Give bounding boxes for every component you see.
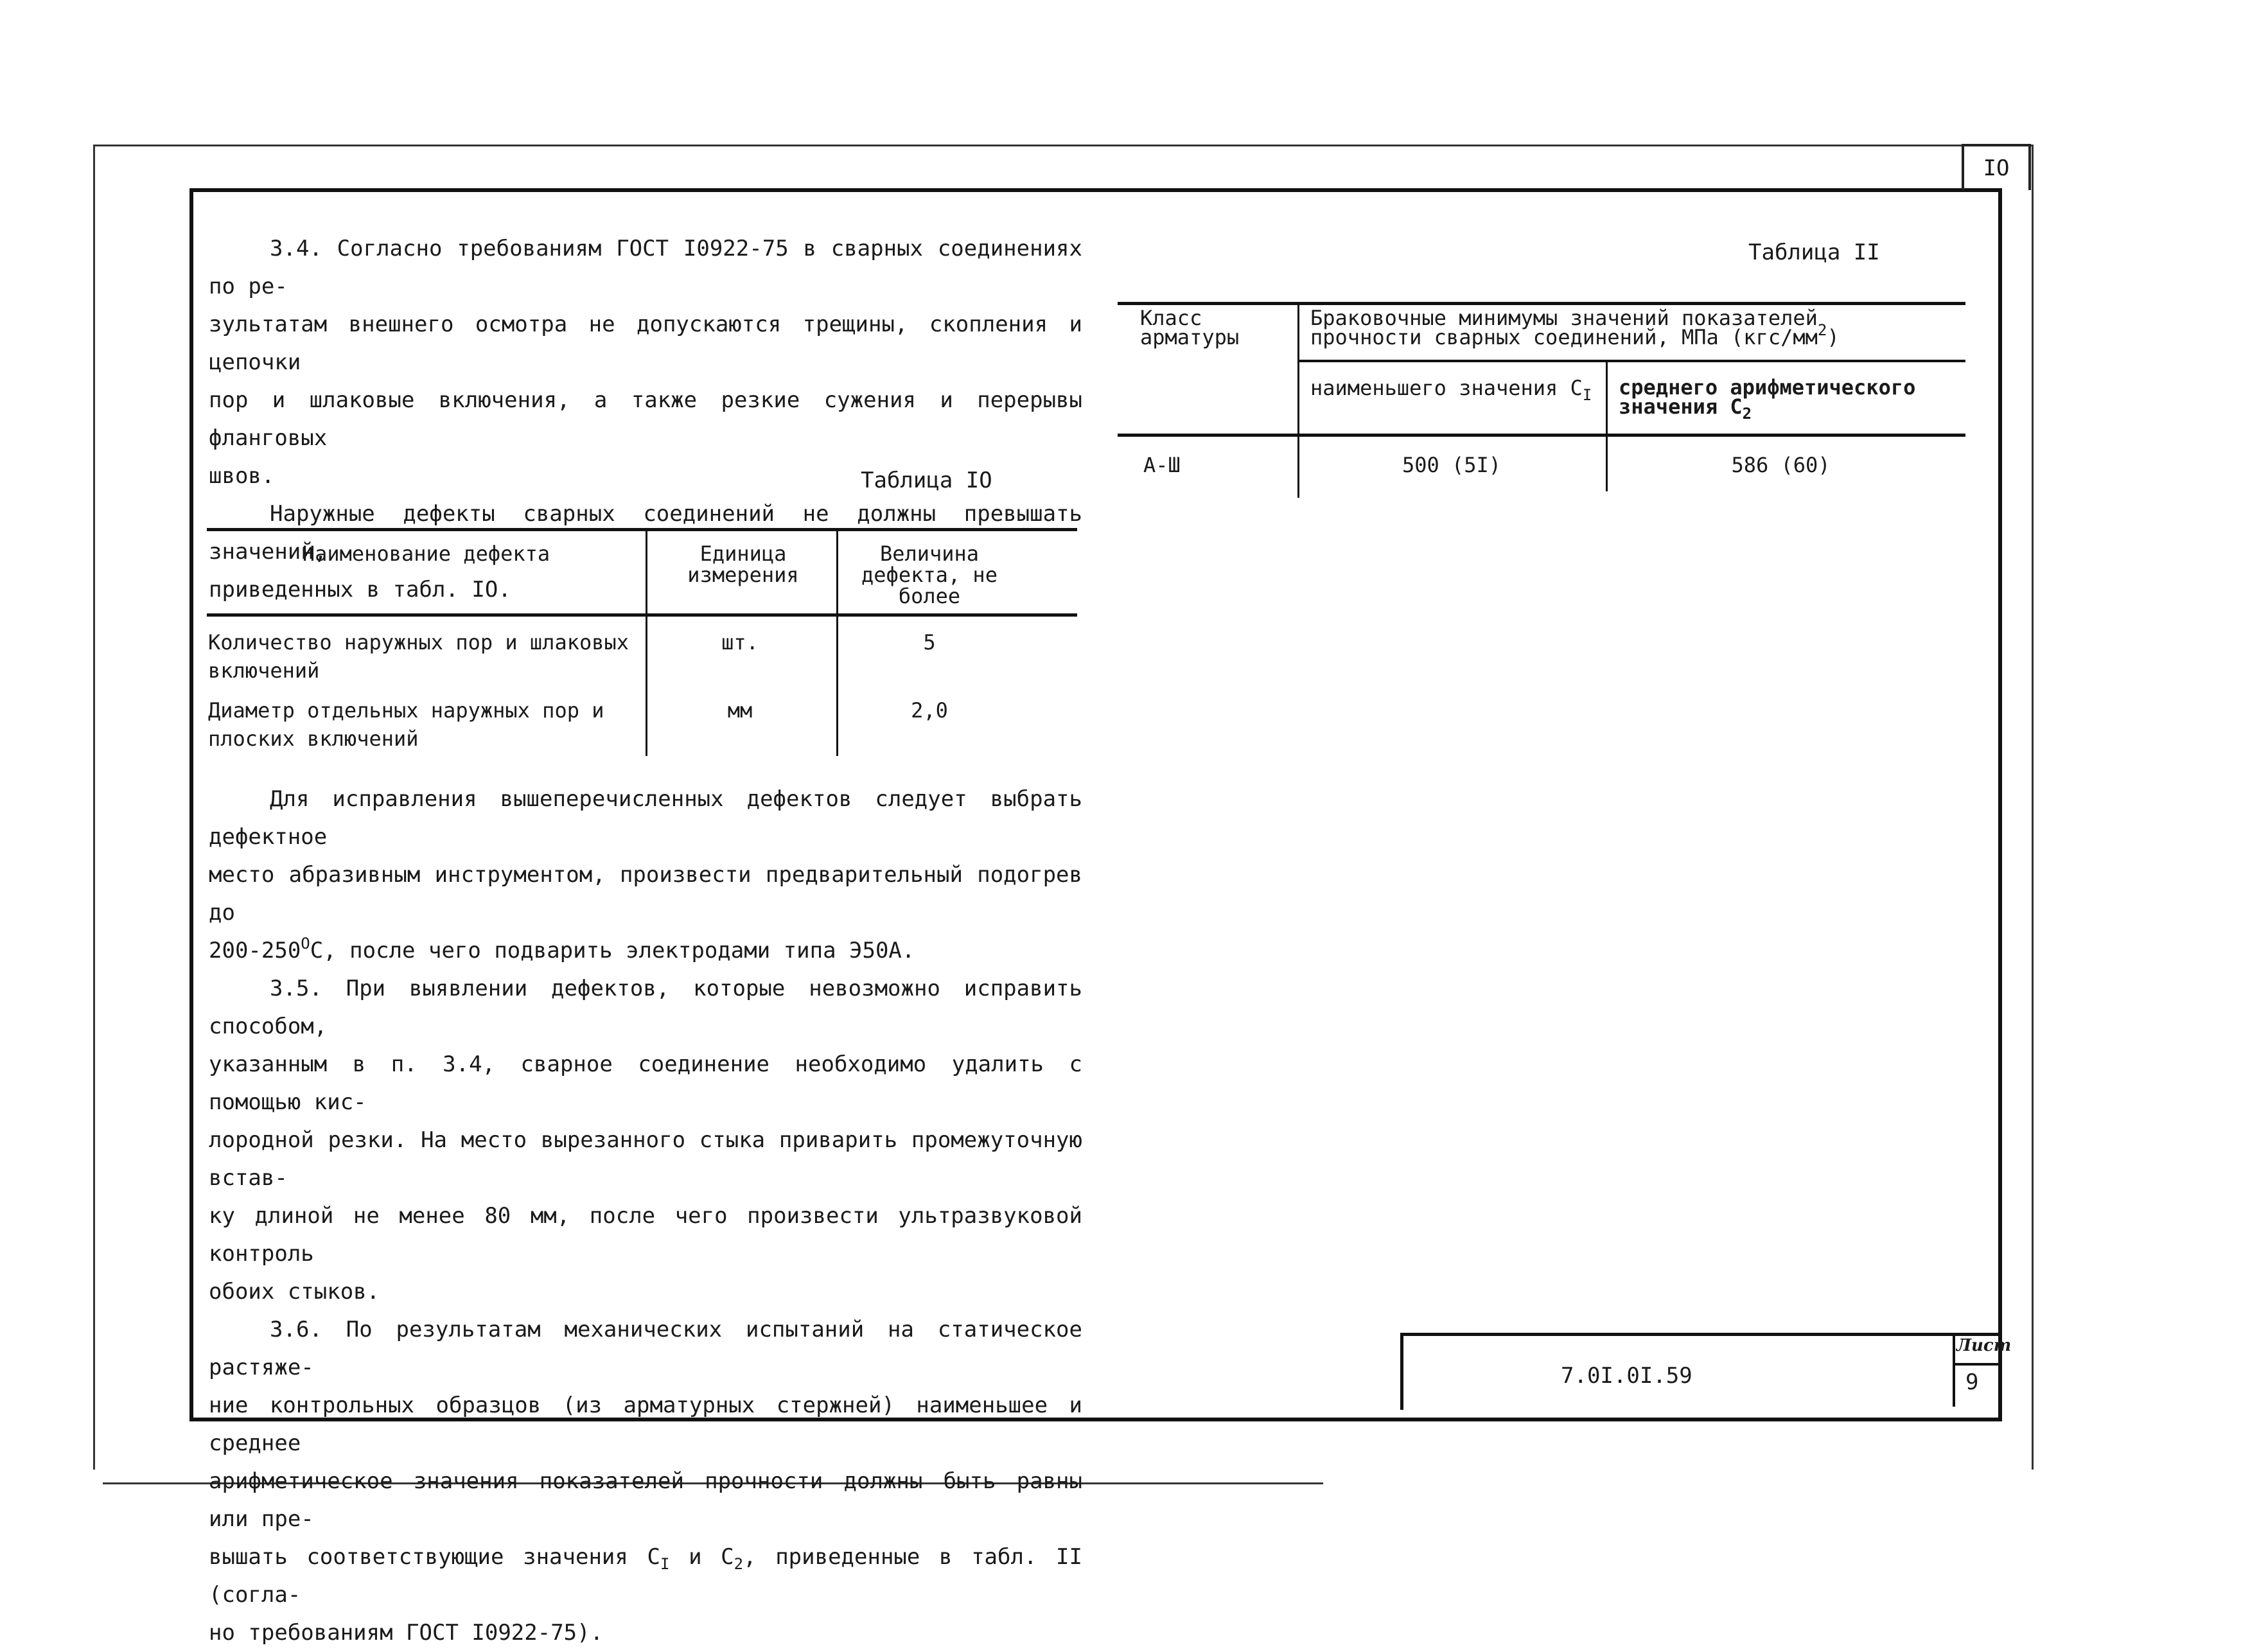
para-line: 3.5. При выявлении дефектов, которые невозможно исправить способом, xyxy=(209,976,1082,1039)
table-divider xyxy=(836,528,838,756)
para-line: ние контрольных образцов (из арматурных стержней) наименьшее и среднее xyxy=(209,1393,1082,1456)
table-row xyxy=(208,632,638,681)
para-line: место абразивным инструментом, произвести предварительный подогрев до xyxy=(209,862,1082,926)
cell-unit: шт. xyxy=(721,630,759,655)
cell-value: 5 xyxy=(923,630,936,655)
subscript: 2 xyxy=(734,1555,744,1573)
para-line: но требованиям ГОСТ I0922-75). xyxy=(209,1620,604,1646)
header-text: Браковочные минимумы значений показателей xyxy=(1310,306,1818,330)
table11-header-class xyxy=(1140,308,1288,347)
sheet-number: 9 xyxy=(1965,1369,1979,1395)
header-text: арматуры xyxy=(1140,325,1240,349)
para-line: зультатам внешнего осмотра не допускаются трещины, скопления и цепочки xyxy=(209,312,1082,375)
subscript: I xyxy=(1582,386,1592,404)
cell-unit: мм xyxy=(727,698,753,723)
table-divider xyxy=(1606,360,1608,491)
para-line: приведенных в табл. IO. xyxy=(209,577,511,602)
para-line: 3.6. По результатам механических испытаний на статическое растяже- xyxy=(209,1317,1082,1380)
table10-header-name: Наименование дефекта xyxy=(302,541,550,566)
sheet-box-divider xyxy=(1953,1363,2001,1366)
table10-header-unit: Единица измерения xyxy=(687,541,799,587)
text-span: С, после чего подварить электродами типа Э50А. xyxy=(310,938,915,963)
header-text: прочности сварных соединений, МПа (кгс/мм xyxy=(1310,325,1818,349)
header-text: Класс xyxy=(1140,306,1202,330)
cell-min: 500 (5I) xyxy=(1402,453,1502,477)
table11-header-main xyxy=(1310,308,1959,347)
title-block xyxy=(1400,1333,2001,1410)
para-line: пор и шлаковые включения, а также резкие сужения и перерывы фланговых xyxy=(209,387,1082,451)
table10-caption: Таблица IO xyxy=(861,468,992,493)
text-span: вышать соответствующие значения С xyxy=(209,1544,660,1570)
cell-name: плоских включений xyxy=(208,726,419,751)
table10 xyxy=(207,528,1077,756)
para-line: ку длиной не менее 80 мм, после чего произвести ультразвуковой контроль xyxy=(209,1203,1082,1267)
page-corner-number: IO xyxy=(1962,144,2031,190)
cell-name: Диаметр отдельных наружных пор и xyxy=(208,698,604,723)
table11-header-min xyxy=(1310,376,1599,404)
document-code: 7.0I.0I.59 xyxy=(1561,1363,1692,1389)
header-text: значения С xyxy=(1619,394,1743,419)
para-line: Для исправления вышеперечисленных дефектов следует выбрать дефектное xyxy=(209,786,1082,850)
para-line: обоих стыков. xyxy=(209,1279,380,1305)
table-row xyxy=(208,700,638,750)
para-line: швов. xyxy=(209,463,275,489)
para-line: 3.4. Согласно требованиям ГОСТ I0922-75 в сварных соединениях по ре- xyxy=(209,236,1082,299)
superscript: 2 xyxy=(1817,321,1827,339)
header-text: ) xyxy=(1827,325,1840,349)
table-rule xyxy=(207,528,1077,531)
para-line: арифметическое значения показателей прочности должны быть равны или пре- xyxy=(209,1468,1082,1532)
table-rule xyxy=(207,613,1077,617)
subscript: 2 xyxy=(1742,405,1752,423)
table10-header-value: Величина дефекта, не более xyxy=(861,541,998,608)
subscript: I xyxy=(660,1555,670,1573)
temp-range: 200-250 xyxy=(209,938,301,963)
cell-avg: 586 (60) xyxy=(1731,453,1831,477)
table11-header-avg xyxy=(1619,375,1959,423)
cell-class: А-Ш xyxy=(1143,453,1181,477)
table-rule xyxy=(1118,434,1965,437)
header-text: наименьшего значения С xyxy=(1310,376,1583,400)
para-line: лородной резки. На место вырезанного стыка приварить промежуточную встав- xyxy=(209,1127,1082,1191)
cell-name: Количество наружных пор и шлаковых xyxy=(208,630,629,655)
para-line: указанным в п. 3.4, сварное соединение необходимо удалить с помощью кис- xyxy=(209,1051,1082,1115)
table-rule xyxy=(1297,360,1965,362)
table-divider xyxy=(646,528,647,756)
table-rule xyxy=(1118,302,1965,305)
text-span: и С xyxy=(669,1544,734,1570)
para-line xyxy=(209,1538,1082,1614)
degree-mark: O xyxy=(301,935,310,953)
para-line: Наружные дефекты сварных соединений не должны превышать значений, xyxy=(209,501,1082,565)
sheet-label: Лист xyxy=(1956,1336,2012,1355)
table-divider xyxy=(1297,302,1299,498)
text-span: , приведенные в табл. II (согла- xyxy=(209,1544,1082,1608)
cell-name: включений xyxy=(208,658,320,683)
cell-value: 2,0 xyxy=(911,698,948,723)
para-line xyxy=(209,932,1082,970)
section-3-5-3-6 xyxy=(209,780,1082,1652)
header-text: среднего арифметического xyxy=(1619,375,1916,400)
table11 xyxy=(1118,302,1965,501)
table11-caption: Таблица II xyxy=(1748,240,1880,265)
